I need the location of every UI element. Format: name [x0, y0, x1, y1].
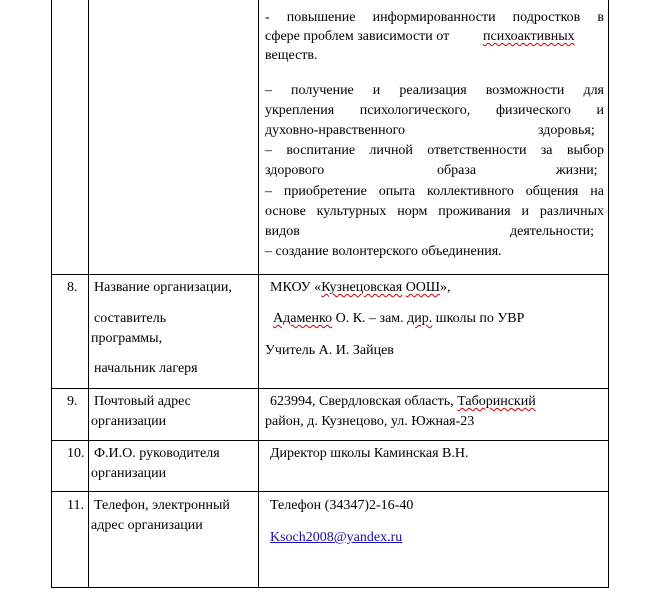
spellcheck-word: Таборинский — [457, 394, 536, 409]
goals-line: сфере проблем зависимости от — [265, 29, 450, 44]
table-divider-number — [88, 0, 89, 588]
row-label: Ф.И.О. руководителя — [94, 446, 220, 461]
email-link[interactable]: Ksoch2008@yandex.ru — [270, 530, 403, 545]
row-divider-11 — [51, 491, 609, 492]
goals-line: основе культурных норм проживания и различных — [265, 204, 604, 219]
goals-line: веществ. — [265, 48, 318, 63]
row-value: район, д. Кузнецово, ул. Южная-23 — [265, 414, 475, 429]
table-border-bottom — [51, 587, 609, 588]
goals-line: – создание волонтерского объединения. — [265, 244, 502, 259]
goals-line: деятельности; — [510, 224, 595, 239]
row-divider-8 — [51, 274, 609, 275]
goals-line: здоровья; — [538, 123, 595, 138]
row-label: Название организации, — [94, 280, 232, 295]
row-label: адрес организации — [91, 518, 203, 533]
goals-line: духовно-нравственного — [265, 123, 406, 138]
row-label: организации — [91, 414, 167, 429]
row-label: программы, — [91, 331, 163, 346]
spellcheck-word: дир. — [407, 311, 433, 326]
row-divider-10 — [51, 440, 609, 441]
row-label: начальник лагеря — [94, 361, 198, 376]
goals-line: – приобретение опыта коллективного общения на — [265, 184, 604, 199]
table-divider-label — [258, 0, 259, 588]
table-border-left — [51, 0, 52, 588]
goals-line: образа — [437, 163, 477, 178]
row-value: Директор школы Каминская В.Н. — [270, 446, 469, 461]
row-number: 10. — [67, 446, 85, 461]
spellcheck-word: Кузнецовская — [321, 280, 403, 295]
row-value: 623994, Свердловская область, Таборинский — [270, 394, 536, 409]
row-value: МКОУ «Кузнецовская ООШ», — [270, 280, 451, 295]
row-value: Адаменко О. К. – зам. дир. школы по УВР — [273, 311, 525, 326]
row-label: Почтовый адрес — [94, 394, 191, 409]
goals-line: – воспитание личной ответственности за выбор — [265, 143, 604, 158]
goals-line: психоактивных — [483, 29, 575, 44]
spellcheck-word: Адаменко — [273, 311, 333, 326]
row-value: Учитель А. И. Зайцев — [265, 343, 394, 358]
row-value: Телефон (34347)2-16-40 — [270, 498, 414, 513]
row-number: 9. — [67, 394, 78, 409]
row-divider-9 — [51, 388, 609, 389]
goals-line: - повышение информированности подростков в — [265, 10, 604, 25]
row-number: 11. — [67, 498, 84, 513]
spellcheck-word: ООШ — [405, 280, 441, 295]
table-border-right — [608, 0, 609, 588]
row-number: 8. — [67, 280, 78, 295]
row-label: организации — [91, 466, 167, 481]
goals-line: здорового — [265, 163, 325, 178]
goals-line: укрепления психологического, физического и — [265, 103, 604, 118]
goals-line: – получение и реализация возможности для — [265, 83, 604, 98]
goals-line: жизни; — [556, 163, 598, 178]
goals-line: видов — [265, 224, 300, 239]
row-label: Телефон, электронный — [94, 498, 230, 513]
row-label: составитель — [94, 311, 167, 326]
